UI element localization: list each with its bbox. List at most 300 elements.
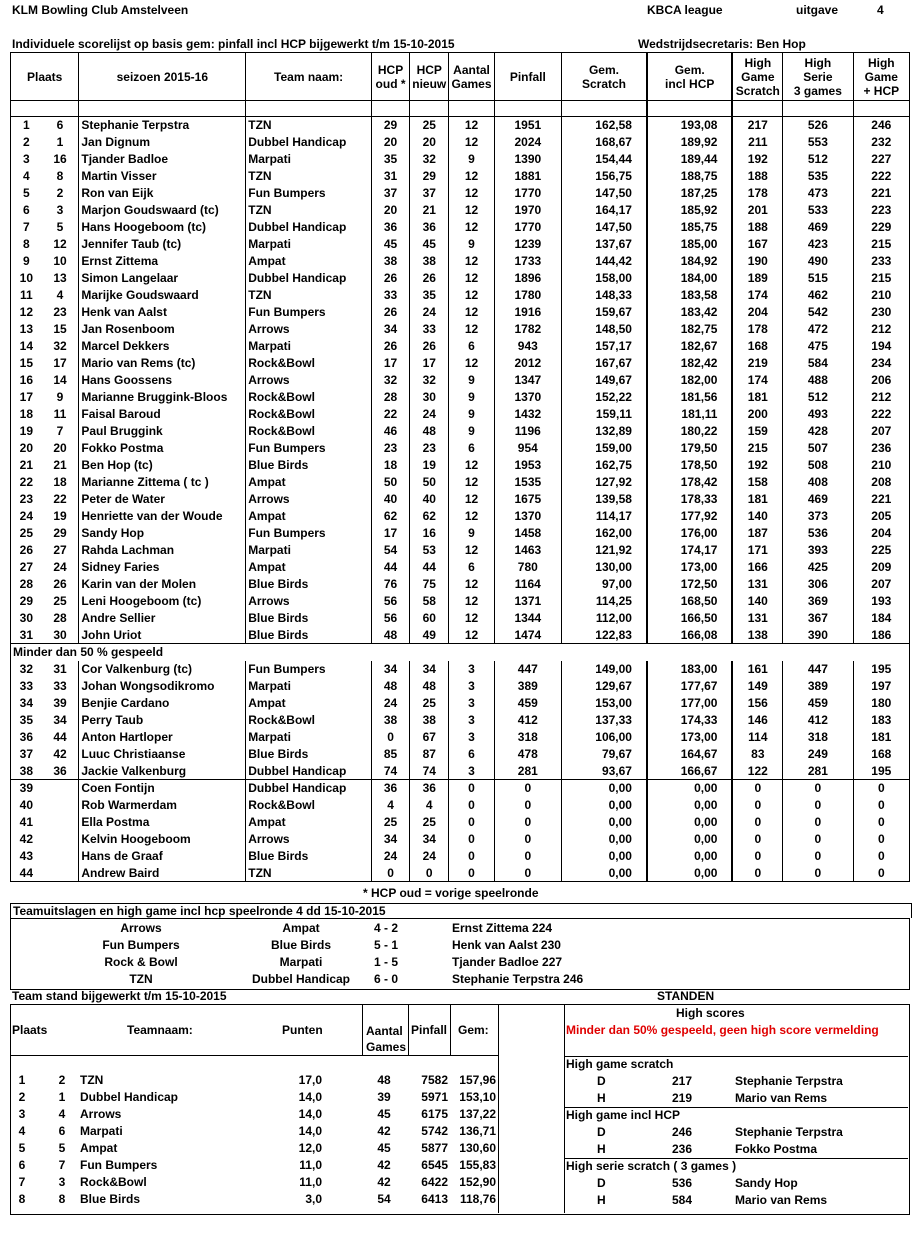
team-name: Blue Birds — [246, 746, 372, 763]
prev-rank: 5 — [42, 219, 79, 236]
rank: 30 — [11, 610, 42, 627]
rank: 18 — [11, 406, 42, 423]
gem-scratch: 0,00 — [562, 780, 647, 797]
gem-hcp: 177,00 — [647, 695, 732, 712]
rank: 23 — [11, 491, 42, 508]
match-score: 6 - 0 — [373, 972, 398, 986]
high-game-hcp: 180 — [853, 695, 909, 712]
pinfall: 459 — [494, 695, 561, 712]
stand-gem: 152,90 — [459, 1175, 496, 1189]
team-name: Dubbel Handicap — [246, 134, 372, 151]
player-name: Marijke Goudswaard — [79, 287, 246, 304]
prev-rank — [42, 831, 79, 848]
pinfall: 1463 — [494, 542, 561, 559]
spacer-row — [11, 101, 910, 117]
hcp-nieuw: 32 — [410, 372, 449, 389]
uitgave-label: uitgave — [796, 3, 839, 17]
player-name: Marianne Zittema ( tc ) — [79, 474, 246, 491]
high-game-hcp: 229 — [853, 219, 909, 236]
hcp-nieuw: 26 — [410, 338, 449, 355]
games: 12 — [449, 576, 494, 593]
stand-punten: 17,0 — [298, 1073, 322, 1087]
high-game-scratch: 181 — [732, 389, 782, 406]
table-row — [11, 729, 910, 746]
hcp-nieuw: 29 — [410, 168, 449, 185]
gem-hcp: 193,08 — [647, 117, 732, 134]
gem-hcp: 166,67 — [647, 763, 732, 780]
home-team: Arrows — [120, 921, 162, 935]
gem-scratch: 0,00 — [562, 848, 647, 865]
hcp-oud: 26 — [371, 304, 409, 321]
prev-rank: 3 — [42, 202, 79, 219]
gem-scratch: 0,00 — [562, 814, 647, 831]
hcp-oud: 20 — [371, 202, 409, 219]
table-row — [11, 576, 910, 593]
rank: 20 — [11, 440, 42, 457]
table-row — [11, 780, 910, 797]
player-name: Johan Wongsodikromo — [79, 678, 246, 695]
games: 12 — [449, 270, 494, 287]
table-row — [11, 474, 910, 491]
team-name: Fun Bumpers — [246, 304, 372, 321]
player-name: Karin van der Molen — [79, 576, 246, 593]
table-row — [11, 134, 910, 151]
gem-scratch: 167,67 — [562, 355, 647, 372]
high-game-hcp: 215 — [853, 270, 909, 287]
pinfall: 1951 — [494, 117, 561, 134]
away-team: Dubbel Handicap — [251, 972, 350, 986]
player-name: Stephanie Terpstra — [79, 117, 246, 134]
prev-rank: 8 — [42, 168, 79, 185]
pinfall: 478 — [494, 746, 561, 763]
hcp-oud: 0 — [371, 865, 409, 882]
high-game-hcp: 233 — [853, 253, 909, 270]
gem-scratch: 149,00 — [562, 661, 647, 678]
rank: 32 — [11, 661, 42, 678]
gem-hcp: 0,00 — [647, 865, 732, 882]
high-game-scratch: 122 — [732, 763, 782, 780]
player-name: Cor Valkenburg (tc) — [79, 661, 246, 678]
high-serie: 389 — [783, 678, 853, 695]
rank: 39 — [11, 780, 42, 797]
gem-scratch: 162,58 — [562, 117, 647, 134]
hcp-oud: 28 — [371, 389, 409, 406]
hcp-oud: 44 — [371, 559, 409, 576]
hcp-nieuw: 48 — [410, 678, 449, 695]
pinfall: 318 — [494, 729, 561, 746]
hcp-nieuw: 38 — [410, 712, 449, 729]
player-name: Kelvin Hoogeboom — [79, 831, 246, 848]
high-serie: 367 — [783, 610, 853, 627]
games: 6 — [449, 746, 494, 763]
stand-prev-rank: 8 — [58, 1192, 66, 1206]
pinfall: 0 — [494, 865, 561, 882]
rank: 28 — [11, 576, 42, 593]
player-name: Benjie Cardano — [79, 695, 246, 712]
table-row — [11, 627, 910, 644]
hcp-nieuw: 36 — [410, 780, 449, 797]
col-plaats: Plaats — [11, 53, 79, 101]
prev-rank: 36 — [42, 763, 79, 780]
gem-scratch: 0,00 — [562, 797, 647, 814]
table-row — [11, 406, 910, 423]
high-score-gender: H — [597, 1193, 606, 1207]
pinfall: 389 — [494, 678, 561, 695]
high-game-scratch: 188 — [732, 168, 782, 185]
high-serie: 428 — [783, 423, 853, 440]
team-name: Marpati — [246, 338, 372, 355]
games: 0 — [449, 814, 494, 831]
team-name: Blue Birds — [246, 627, 372, 644]
rank: 36 — [11, 729, 42, 746]
high-serie: 533 — [783, 202, 853, 219]
hcp-oud: 4 — [371, 797, 409, 814]
team-stand-title: Team stand bijgewerkt t/m 15-10-2015 — [12, 989, 227, 1003]
high-game-hcp: 193 — [853, 593, 909, 610]
gem-hcp: 187,25 — [647, 185, 732, 202]
high-game-hcp: 194 — [853, 338, 909, 355]
rank: 26 — [11, 542, 42, 559]
table-row — [11, 848, 910, 865]
hcp-nieuw: 45 — [410, 236, 449, 253]
high-score-gender: D — [597, 1074, 606, 1088]
games: 12 — [449, 542, 494, 559]
prev-rank: 44 — [42, 729, 79, 746]
team-name: Fun Bumpers — [246, 661, 372, 678]
gem-scratch: 148,33 — [562, 287, 647, 304]
high-serie: 0 — [783, 831, 853, 848]
player-name: Jackie Valkenburg — [79, 763, 246, 780]
prev-rank — [42, 865, 79, 882]
home-team: TZN — [129, 972, 153, 986]
pinfall: 1370 — [494, 389, 561, 406]
high-game-scratch: 146 — [732, 712, 782, 729]
high-game-hcp: 0 — [853, 780, 909, 797]
prev-rank: 18 — [42, 474, 79, 491]
prev-rank: 31 — [42, 661, 79, 678]
hcp-nieuw: 25 — [410, 695, 449, 712]
team-name: Marpati — [246, 236, 372, 253]
player-name: Rahda Lachman — [79, 542, 246, 559]
high-game-scratch: 114 — [732, 729, 782, 746]
hcp-oud: 36 — [371, 219, 409, 236]
home-team: Fun Bumpers — [102, 938, 180, 952]
games: 12 — [449, 202, 494, 219]
team-name: Fun Bumpers — [246, 440, 372, 457]
pinfall: 2012 — [494, 355, 561, 372]
high-game-hcp: 227 — [853, 151, 909, 168]
team-name: Ampat — [246, 695, 372, 712]
gem-hcp: 178,42 — [647, 474, 732, 491]
prev-rank: 11 — [42, 406, 79, 423]
high-serie: 508 — [783, 457, 853, 474]
table-row — [11, 287, 910, 304]
high-serie: 462 — [783, 287, 853, 304]
pinfall: 1535 — [494, 474, 561, 491]
hcp-nieuw: 58 — [410, 593, 449, 610]
games: 3 — [449, 695, 494, 712]
pinfall: 281 — [494, 763, 561, 780]
high-game-hcp: 212 — [853, 389, 909, 406]
hcp-oud: 24 — [371, 695, 409, 712]
hcp-oud: 62 — [371, 508, 409, 525]
pinfall: 780 — [494, 559, 561, 576]
header-row — [11, 53, 910, 101]
team-name: Blue Birds — [246, 576, 372, 593]
hcp-oud: 25 — [371, 814, 409, 831]
standen-title: STANDEN — [657, 989, 715, 1003]
high-game-scratch: 201 — [732, 202, 782, 219]
prev-rank: 42 — [42, 746, 79, 763]
hcp-nieuw: 35 — [410, 287, 449, 304]
gem-scratch: 112,00 — [562, 610, 647, 627]
rank: 41 — [11, 814, 42, 831]
games: 12 — [449, 457, 494, 474]
stand-punten: 11,0 — [299, 1175, 322, 1189]
stand-col-gem: Gem: — [458, 1023, 489, 1037]
rank: 14 — [11, 338, 42, 355]
games: 12 — [449, 304, 494, 321]
match-score: 5 - 1 — [373, 938, 398, 952]
high-game-hcp: 0 — [853, 814, 909, 831]
pinfall: 1164 — [494, 576, 561, 593]
prev-rank: 34 — [42, 712, 79, 729]
high-score-value: 217 — [672, 1074, 693, 1088]
high-score-value: 584 — [672, 1193, 693, 1207]
prev-rank: 16 — [42, 151, 79, 168]
games: 0 — [449, 780, 494, 797]
high-game-hcp: 0 — [853, 831, 909, 848]
table-row — [11, 593, 910, 610]
rank: 17 — [11, 389, 42, 406]
player-name: Ella Postma — [79, 814, 246, 831]
high-serie: 447 — [783, 661, 853, 678]
high-score-value: 219 — [672, 1091, 693, 1105]
prev-rank: 30 — [42, 627, 79, 644]
gem-scratch: 148,50 — [562, 321, 647, 338]
games: 9 — [449, 423, 494, 440]
gem-scratch: 159,00 — [562, 440, 647, 457]
team-name: Arrows — [246, 491, 372, 508]
table-row — [11, 423, 910, 440]
hcp-nieuw: 17 — [410, 355, 449, 372]
high-game-scratch: 178 — [732, 321, 782, 338]
team-name: Marpati — [246, 151, 372, 168]
team-name: Rock&Bowl — [246, 406, 372, 423]
hcp-nieuw: 0 — [410, 865, 449, 882]
high-game-scratch: 192 — [732, 151, 782, 168]
high-game-hcp: 223 — [853, 202, 909, 219]
team-name: Dubbel Handicap — [246, 219, 372, 236]
player-name: Leni Hoogeboom (tc) — [79, 593, 246, 610]
hcp-nieuw: 62 — [410, 508, 449, 525]
gem-scratch: 156,75 — [562, 168, 647, 185]
pinfall: 1733 — [494, 253, 561, 270]
prev-rank: 21 — [42, 457, 79, 474]
hcp-oud: 22 — [371, 406, 409, 423]
high-game-hcp: 184 — [853, 610, 909, 627]
games: 9 — [449, 389, 494, 406]
stand-pinfall: 6413 — [421, 1192, 448, 1206]
hcp-nieuw: 34 — [410, 661, 449, 678]
team-name: Ampat — [246, 253, 372, 270]
hcp-oud: 50 — [371, 474, 409, 491]
high-game-scratch: 215 — [732, 440, 782, 457]
gem-scratch: 132,89 — [562, 423, 647, 440]
gem-scratch: 157,17 — [562, 338, 647, 355]
pinfall: 1970 — [494, 202, 561, 219]
games: 12 — [449, 627, 494, 644]
gem-scratch: 139,58 — [562, 491, 647, 508]
gem-scratch: 129,67 — [562, 678, 647, 695]
table-row — [11, 151, 910, 168]
table-row — [11, 525, 910, 542]
rank: 3 — [11, 151, 42, 168]
stand-pinfall: 6545 — [421, 1158, 448, 1172]
prev-rank — [42, 797, 79, 814]
hcp-oud: 85 — [371, 746, 409, 763]
stand-col-aantal: Aantal Games — [366, 1024, 407, 1054]
team-name: Rock&Bowl — [246, 423, 372, 440]
high-serie: 390 — [783, 627, 853, 644]
player-name: Anton Hartloper — [79, 729, 246, 746]
prev-rank: 12 — [42, 236, 79, 253]
team-name: TZN — [246, 168, 372, 185]
high-game-scratch: 83 — [732, 746, 782, 763]
table-row — [11, 185, 910, 202]
high-game-hcp: 246 — [853, 117, 909, 134]
high-score-section-title: High game incl HCP — [566, 1108, 681, 1122]
uitgave-value: 4 — [877, 3, 884, 17]
pinfall: 943 — [494, 338, 561, 355]
hcp-oud: 34 — [371, 321, 409, 338]
hcp-nieuw: 60 — [410, 610, 449, 627]
hcp-oud: 37 — [371, 185, 409, 202]
stand-punten: 11,0 — [299, 1158, 322, 1172]
gem-scratch: 162,75 — [562, 457, 647, 474]
table-row — [11, 678, 910, 695]
gem-scratch: 159,67 — [562, 304, 647, 321]
team-name: TZN — [246, 202, 372, 219]
away-team: Blue Birds — [270, 938, 331, 952]
high-game-hcp: 204 — [853, 525, 909, 542]
high-serie: 542 — [783, 304, 853, 321]
gem-hcp: 180,22 — [647, 423, 732, 440]
gem-scratch: 121,92 — [562, 542, 647, 559]
prev-rank: 2 — [42, 185, 79, 202]
pinfall: 1770 — [494, 185, 561, 202]
games: 9 — [449, 406, 494, 423]
player-name: Faisal Baroud — [79, 406, 246, 423]
page-subtitle: Individuele scorelijst op basis gem: pinfall incl HCP bijgewerkt t/m 15-10-2015 — [12, 37, 455, 51]
high-game-player: Stephanie Terpstra 246 — [452, 972, 584, 986]
high-game-hcp: 215 — [853, 236, 909, 253]
high-serie: 425 — [783, 559, 853, 576]
hcp-oud: 17 — [371, 525, 409, 542]
hcp-nieuw: 19 — [410, 457, 449, 474]
hcp-oud: 56 — [371, 610, 409, 627]
games: 12 — [449, 185, 494, 202]
high-game-scratch: 178 — [732, 185, 782, 202]
high-serie: 493 — [783, 406, 853, 423]
gem-hcp: 0,00 — [647, 831, 732, 848]
prev-rank: 4 — [42, 287, 79, 304]
high-game-scratch: 187 — [732, 525, 782, 542]
high-serie: 423 — [783, 236, 853, 253]
gem-scratch: 153,00 — [562, 695, 647, 712]
gem-scratch: 0,00 — [562, 865, 647, 882]
prev-rank: 32 — [42, 338, 79, 355]
pinfall: 1881 — [494, 168, 561, 185]
gem-scratch: 106,00 — [562, 729, 647, 746]
gem-scratch: 147,50 — [562, 219, 647, 236]
team-name: Marpati — [246, 678, 372, 695]
high-game-scratch: 219 — [732, 355, 782, 372]
gem-scratch: 127,92 — [562, 474, 647, 491]
section-row — [11, 644, 910, 661]
stand-rank: 4 — [18, 1124, 26, 1138]
team-name: Arrows — [246, 831, 372, 848]
player-name: John Uriot — [79, 627, 246, 644]
gem-hcp: 188,75 — [647, 168, 732, 185]
games: 12 — [449, 219, 494, 236]
gem-scratch: 97,00 — [562, 576, 647, 593]
stand-games: 45 — [377, 1141, 391, 1155]
games: 9 — [449, 525, 494, 542]
high-serie: 0 — [783, 780, 853, 797]
team-name: Ampat — [246, 474, 372, 491]
high-serie: 459 — [783, 695, 853, 712]
rank: 4 — [11, 168, 42, 185]
rank: 27 — [11, 559, 42, 576]
stand-rank: 5 — [18, 1141, 26, 1155]
rank: 42 — [11, 831, 42, 848]
hcp-oud: 76 — [371, 576, 409, 593]
rank: 33 — [11, 678, 42, 695]
high-game-scratch: 149 — [732, 678, 782, 695]
high-game-hcp: 206 — [853, 372, 909, 389]
table-row — [11, 219, 910, 236]
rank: 2 — [11, 134, 42, 151]
hcp-nieuw: 33 — [410, 321, 449, 338]
team-name: Blue Birds — [246, 610, 372, 627]
high-serie: 473 — [783, 185, 853, 202]
hcp-nieuw: 87 — [410, 746, 449, 763]
high-serie: 0 — [783, 797, 853, 814]
gem-hcp: 182,42 — [647, 355, 732, 372]
hcp-nieuw: 49 — [410, 627, 449, 644]
games: 9 — [449, 151, 494, 168]
table-row — [11, 831, 910, 848]
stand-rank: 8 — [18, 1192, 26, 1206]
stand-team: Ampat — [80, 1141, 118, 1155]
gem-hcp: 181,11 — [647, 406, 732, 423]
team-name: Ampat — [246, 559, 372, 576]
high-game-scratch: 131 — [732, 576, 782, 593]
hcp-oud: 17 — [371, 355, 409, 372]
stand-col-team: Teamnaam: — [127, 1023, 193, 1037]
prev-rank: 14 — [42, 372, 79, 389]
rank: 10 — [11, 270, 42, 287]
stand-rank: 2 — [18, 1090, 26, 1104]
team-name: Arrows — [246, 593, 372, 610]
player-name: Marcel Dekkers — [79, 338, 246, 355]
gem-scratch: 152,22 — [562, 389, 647, 406]
high-game-scratch: 0 — [732, 780, 782, 797]
high-serie: 249 — [783, 746, 853, 763]
high-game-hcp: 225 — [853, 542, 909, 559]
high-game-scratch: 140 — [732, 593, 782, 610]
